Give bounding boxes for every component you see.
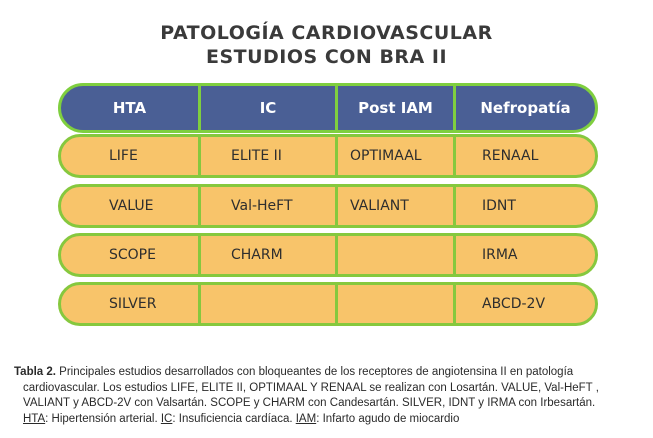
abbr-def: : Insuficiencia cardíaca. [172,412,296,425]
title-line-1: PATOLOGÍA CARDIOVASCULAR [160,22,493,44]
header-ic: IC [198,86,335,130]
caption-line-3: VALIANT y ABCD-2V con Valsartán. SCOPE y CHARM con Candesartán. SILVER, IDNT y IRMA con Irbesartán. [23,397,596,409]
table-cell: LIFE [109,148,138,164]
table-cell: RENAAL [453,137,595,175]
abbr-term: IC [160,412,173,425]
table-cell: CHARM [198,236,335,274]
table-row [58,134,598,178]
table-cell: ABCD-2V [453,285,595,323]
title-line-2: ESTUDIOS CON BRA II [205,46,448,68]
table-cell [335,236,453,274]
abbr-def: : Hipertensión arterial. [45,412,161,425]
table-caption [14,365,642,427]
table-cell [198,285,335,323]
header-post-iam: Post IAM [335,86,453,130]
table-cell: ELITE II [198,137,335,175]
table-header-row [58,83,598,133]
table-cell: VALUE [109,198,154,214]
header-hta: HTA [112,99,147,117]
header-nefropatia: Nefropatía [453,86,595,130]
table-cell: SILVER [109,296,157,312]
table-row [58,282,598,326]
table-row [58,184,598,228]
table-cell: SCOPE [109,247,156,263]
abbr-term: HTA [23,412,46,425]
table-cell: OPTIMAAL [335,137,453,175]
table-cell: IRMA [453,236,595,274]
table-cell: IDNT [453,187,595,225]
caption-line-2: cardiovascular. Los estudios LIFE, ELITE II, OPTIMAAL Y RENAAL se realizan con Losartán. VALUE, Val-HeFT , [23,381,599,394]
table-cell [335,285,453,323]
caption-label: Tabla 2. [14,366,56,378]
table-cell: VALIANT [335,187,453,225]
caption-abbreviations [14,412,642,428]
abbr-def: : Infarto agudo de miocardio [316,412,460,425]
caption-line-1: Principales estudios desarrollados con bloqueantes de los receptores de angiotensina II en patología [55,366,574,378]
abbr-term: IAM [295,412,317,425]
table-cell: Val-HeFT [198,187,335,225]
table-row [58,233,598,277]
